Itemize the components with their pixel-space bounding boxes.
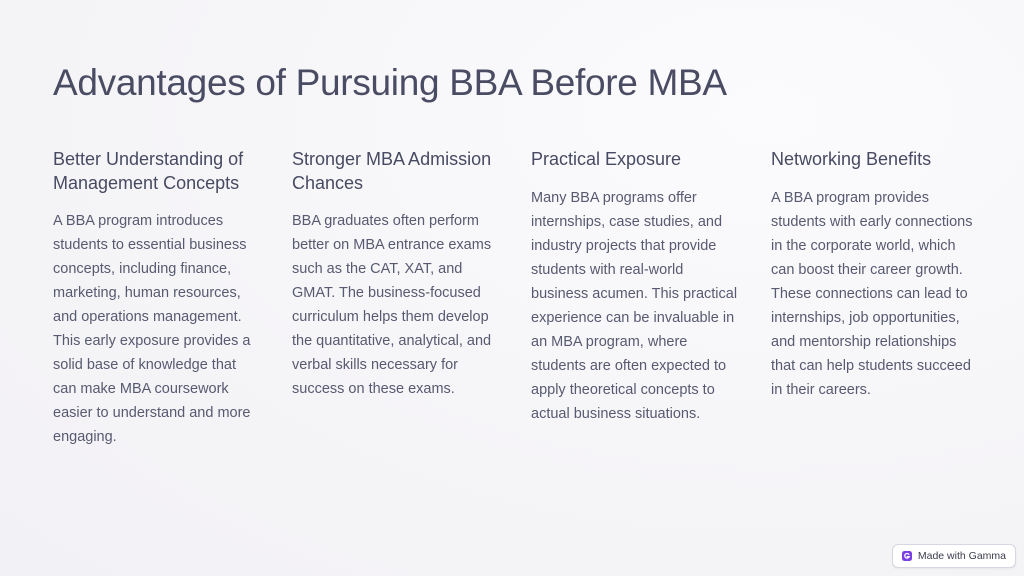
column-body: Many BBA programs offer internships, case studies, and industry projects that provide students with real-world business acumen. This practical experience can be invaluable in an MBA program, where students are often expected to apply theoretical concepts to actual business situations.	[531, 189, 738, 422]
column-heading: Stronger MBA Admission Chances	[292, 149, 492, 193]
column-heading: Networking Benefits	[771, 149, 932, 169]
column-management-concepts	[53, 148, 263, 449]
badge-label: Made with Gamma	[917, 550, 1006, 562]
column-body: A BBA program introduces students to essential business concepts, including finance, marketing, human resources, and operations management. This early exposure provides a solid base of knowledge that can make MBA coursework easier to understand and more engaging.	[53, 213, 251, 445]
column-admission-chances	[292, 148, 502, 401]
gamma-logo-icon	[902, 551, 912, 561]
slide-title: Advantages of Pursuing BBA Before MBA	[53, 62, 727, 103]
column-practical-exposure	[531, 148, 741, 426]
made-with-gamma-badge[interactable]	[892, 544, 1016, 568]
column-body: BBA graduates often perform better on MBA entrance exams such as the CAT, XAT, and GMAT. The business-focused curriculum helps them develop the quantitative, analytical, and verbal skills necessary for success on these exams.	[292, 213, 492, 397]
column-body: A BBA program provides students with early connections in the corporate world, which can boost their career growth. These connections can lead to internships, job opportunities, and mentorship relationships that can help students succeed in their careers.	[771, 189, 973, 398]
column-networking-benefits	[771, 148, 981, 402]
column-heading: Better Understanding of Management Concepts	[53, 149, 244, 193]
column-heading: Practical Exposure	[531, 149, 682, 169]
